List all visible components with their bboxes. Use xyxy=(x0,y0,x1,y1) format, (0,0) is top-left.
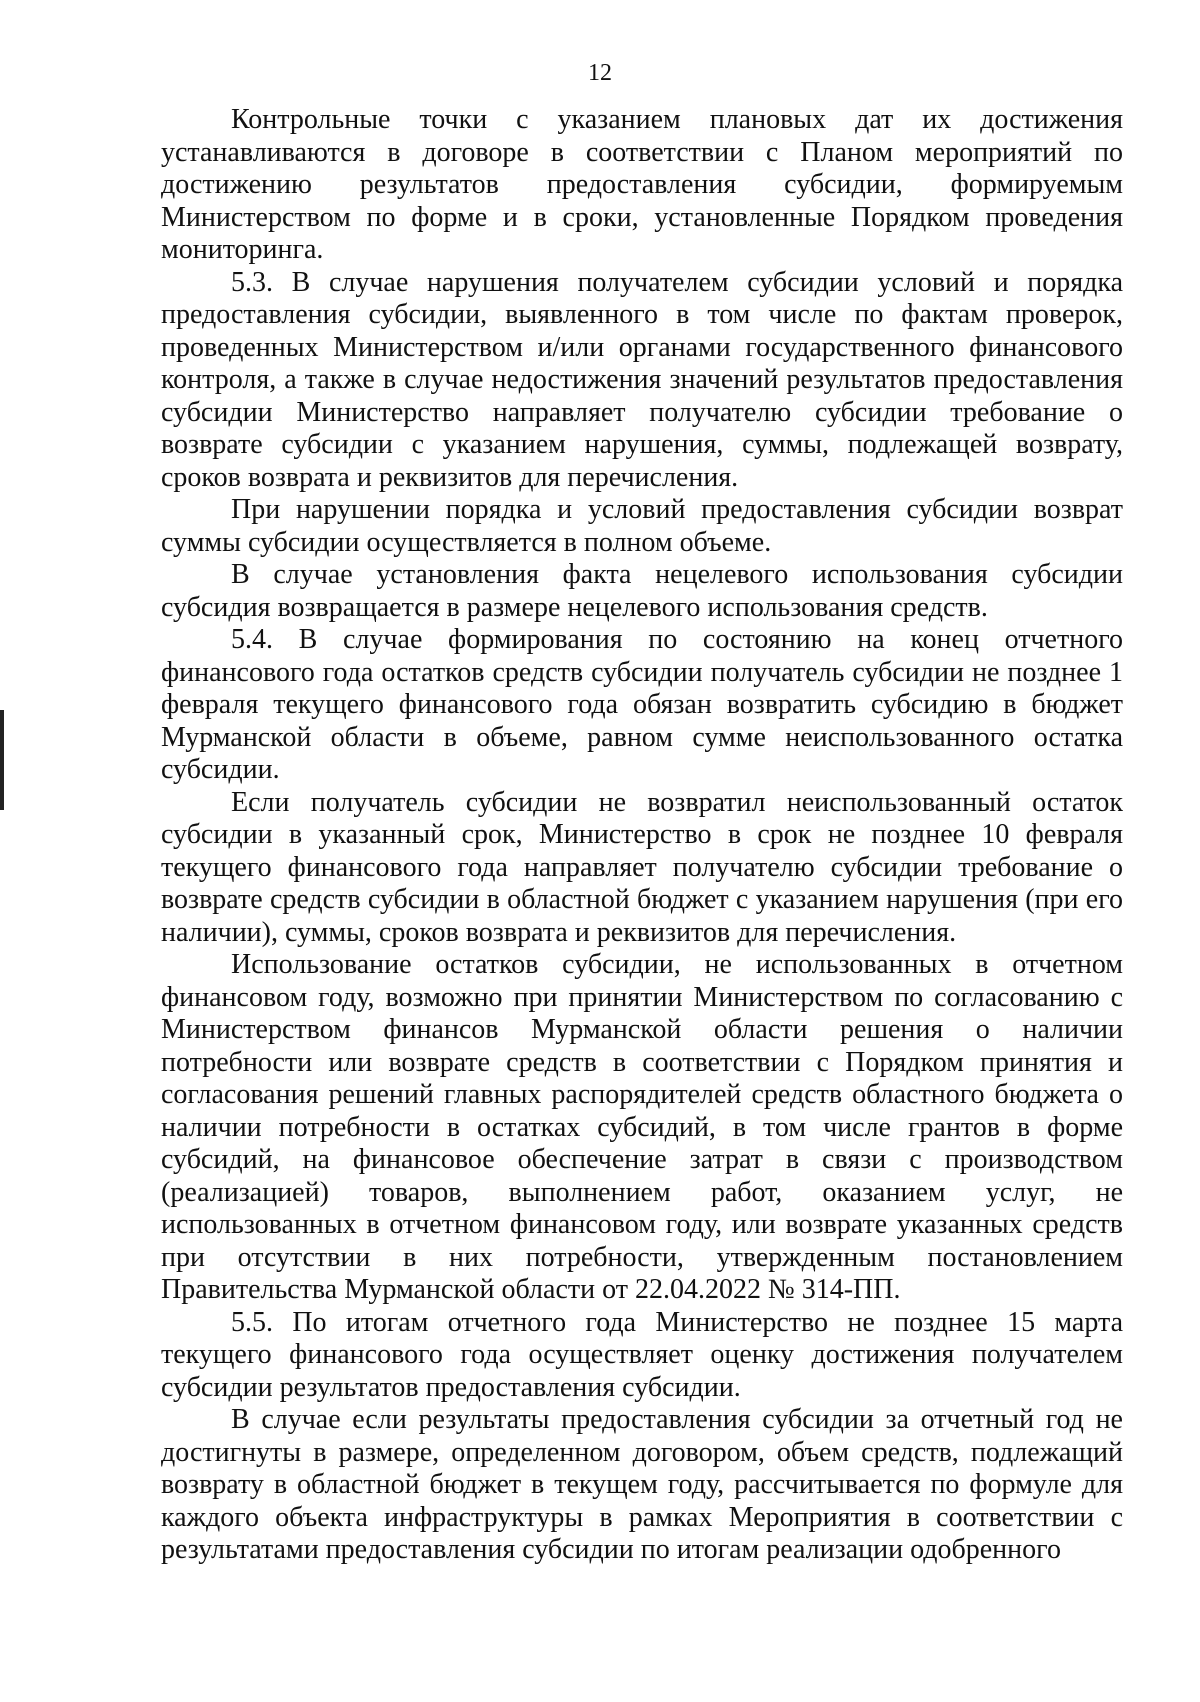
paragraph-5-3: 5.3. В случае нарушения получателем субсидии условий и порядка предоставления субсидии, выявленного в том числе по фактам проверок, проведенных Министерством и/или органами государственного финансового контроля, а также в случае недостижения значений результатов предоставления субсидии Министерство направляет получателю субсидии требование о возврате субсидии с указанием нарушения, суммы, подлежащей возврату, сроков возврата и реквизитов для перечисления. xyxy=(161,266,1123,493)
paragraph-results-not-achieved: В случае если результаты предоставления субсидии за отчетный год не достигнуты в размере, определенном договором, объем средств, подлежащий возврату в областной бюджет в текущем году, рассчитывается по формуле для каждого объекта инфраструктуры в рамках Мероприятия в соответствии с результатами предоставления субсидии по итогам реализации одобренного xyxy=(161,1404,1123,1565)
scan-edge-mark xyxy=(0,710,4,810)
page-number: 12 xyxy=(588,60,612,86)
paragraph-5-5: 5.5. По итогам отчетного года Министерство не позднее 15 марта текущего финансового года осуществляет оценку достижения получателем субсидии результатов предоставления субсидии. xyxy=(161,1306,1123,1403)
paragraph-unreturned-balance: Если получатель субсидии не возвратил неиспользованный остаток субсидии в указанный срок, Министерство в срок не позднее 10 февраля текущего финансового года направляет получателю субсидии требование о возврате средств субсидии в областной бюджет с указанием нарушения (при его наличии), суммы, сроков возврата и реквизитов для перечисления. xyxy=(161,786,1123,948)
paragraph-5-4: 5.4. В случае формирования по состоянию на конец отчетного финансового года остатков средств субсидии получатель субсидии не позднее 1 февраля текущего финансового года обязан возвратить субсидию в бюджет Мурманской области в объеме, равном сумме неиспользованного остатка субсидии. xyxy=(161,624,1123,785)
paragraph-balance-usage: Использование остатков субсидии, не использованных в отчетном финансовом году, возможно при принятии Министерством по согласованию с Министерством финансов Мурманской области решения о наличии потребности или возврате средств в соответствии с Порядком принятия и согласования решений главных распорядителей средств областного бюджета о наличии потребности в остатках субсидий, в том числе грантов в форме субсидий, на финансовое обеспечение затрат в связи с производством (реализацией) товаров, выполнением работ, оказанием услуг, не использованных в отчетном финансовом году, или возврате указанных средств при отсутствии в них потребности, утвержденным постановлением Правительства Мурманской области от 22.04.2022 № 314-ПП. xyxy=(161,949,1123,1305)
paragraph-violation-full-return: При нарушении порядка и условий предоставления субсидии возврат суммы субсидии осуществляется в полном объеме. xyxy=(161,494,1123,558)
document-body xyxy=(161,104,1123,1567)
paragraph-misuse-return: В случае установления факта нецелевого использования субсидии субсидия возвращается в размере нецелевого использования средств. xyxy=(161,559,1123,623)
paragraph-control-points: Контрольные точки с указанием плановых дат их достижения устанавливаются в договоре в соответствии с Планом мероприятий по достижению результатов предоставления субсидии, формируемым Министерством по форме и в сроки, установленные Порядком проведения мониторинга. xyxy=(161,104,1123,265)
